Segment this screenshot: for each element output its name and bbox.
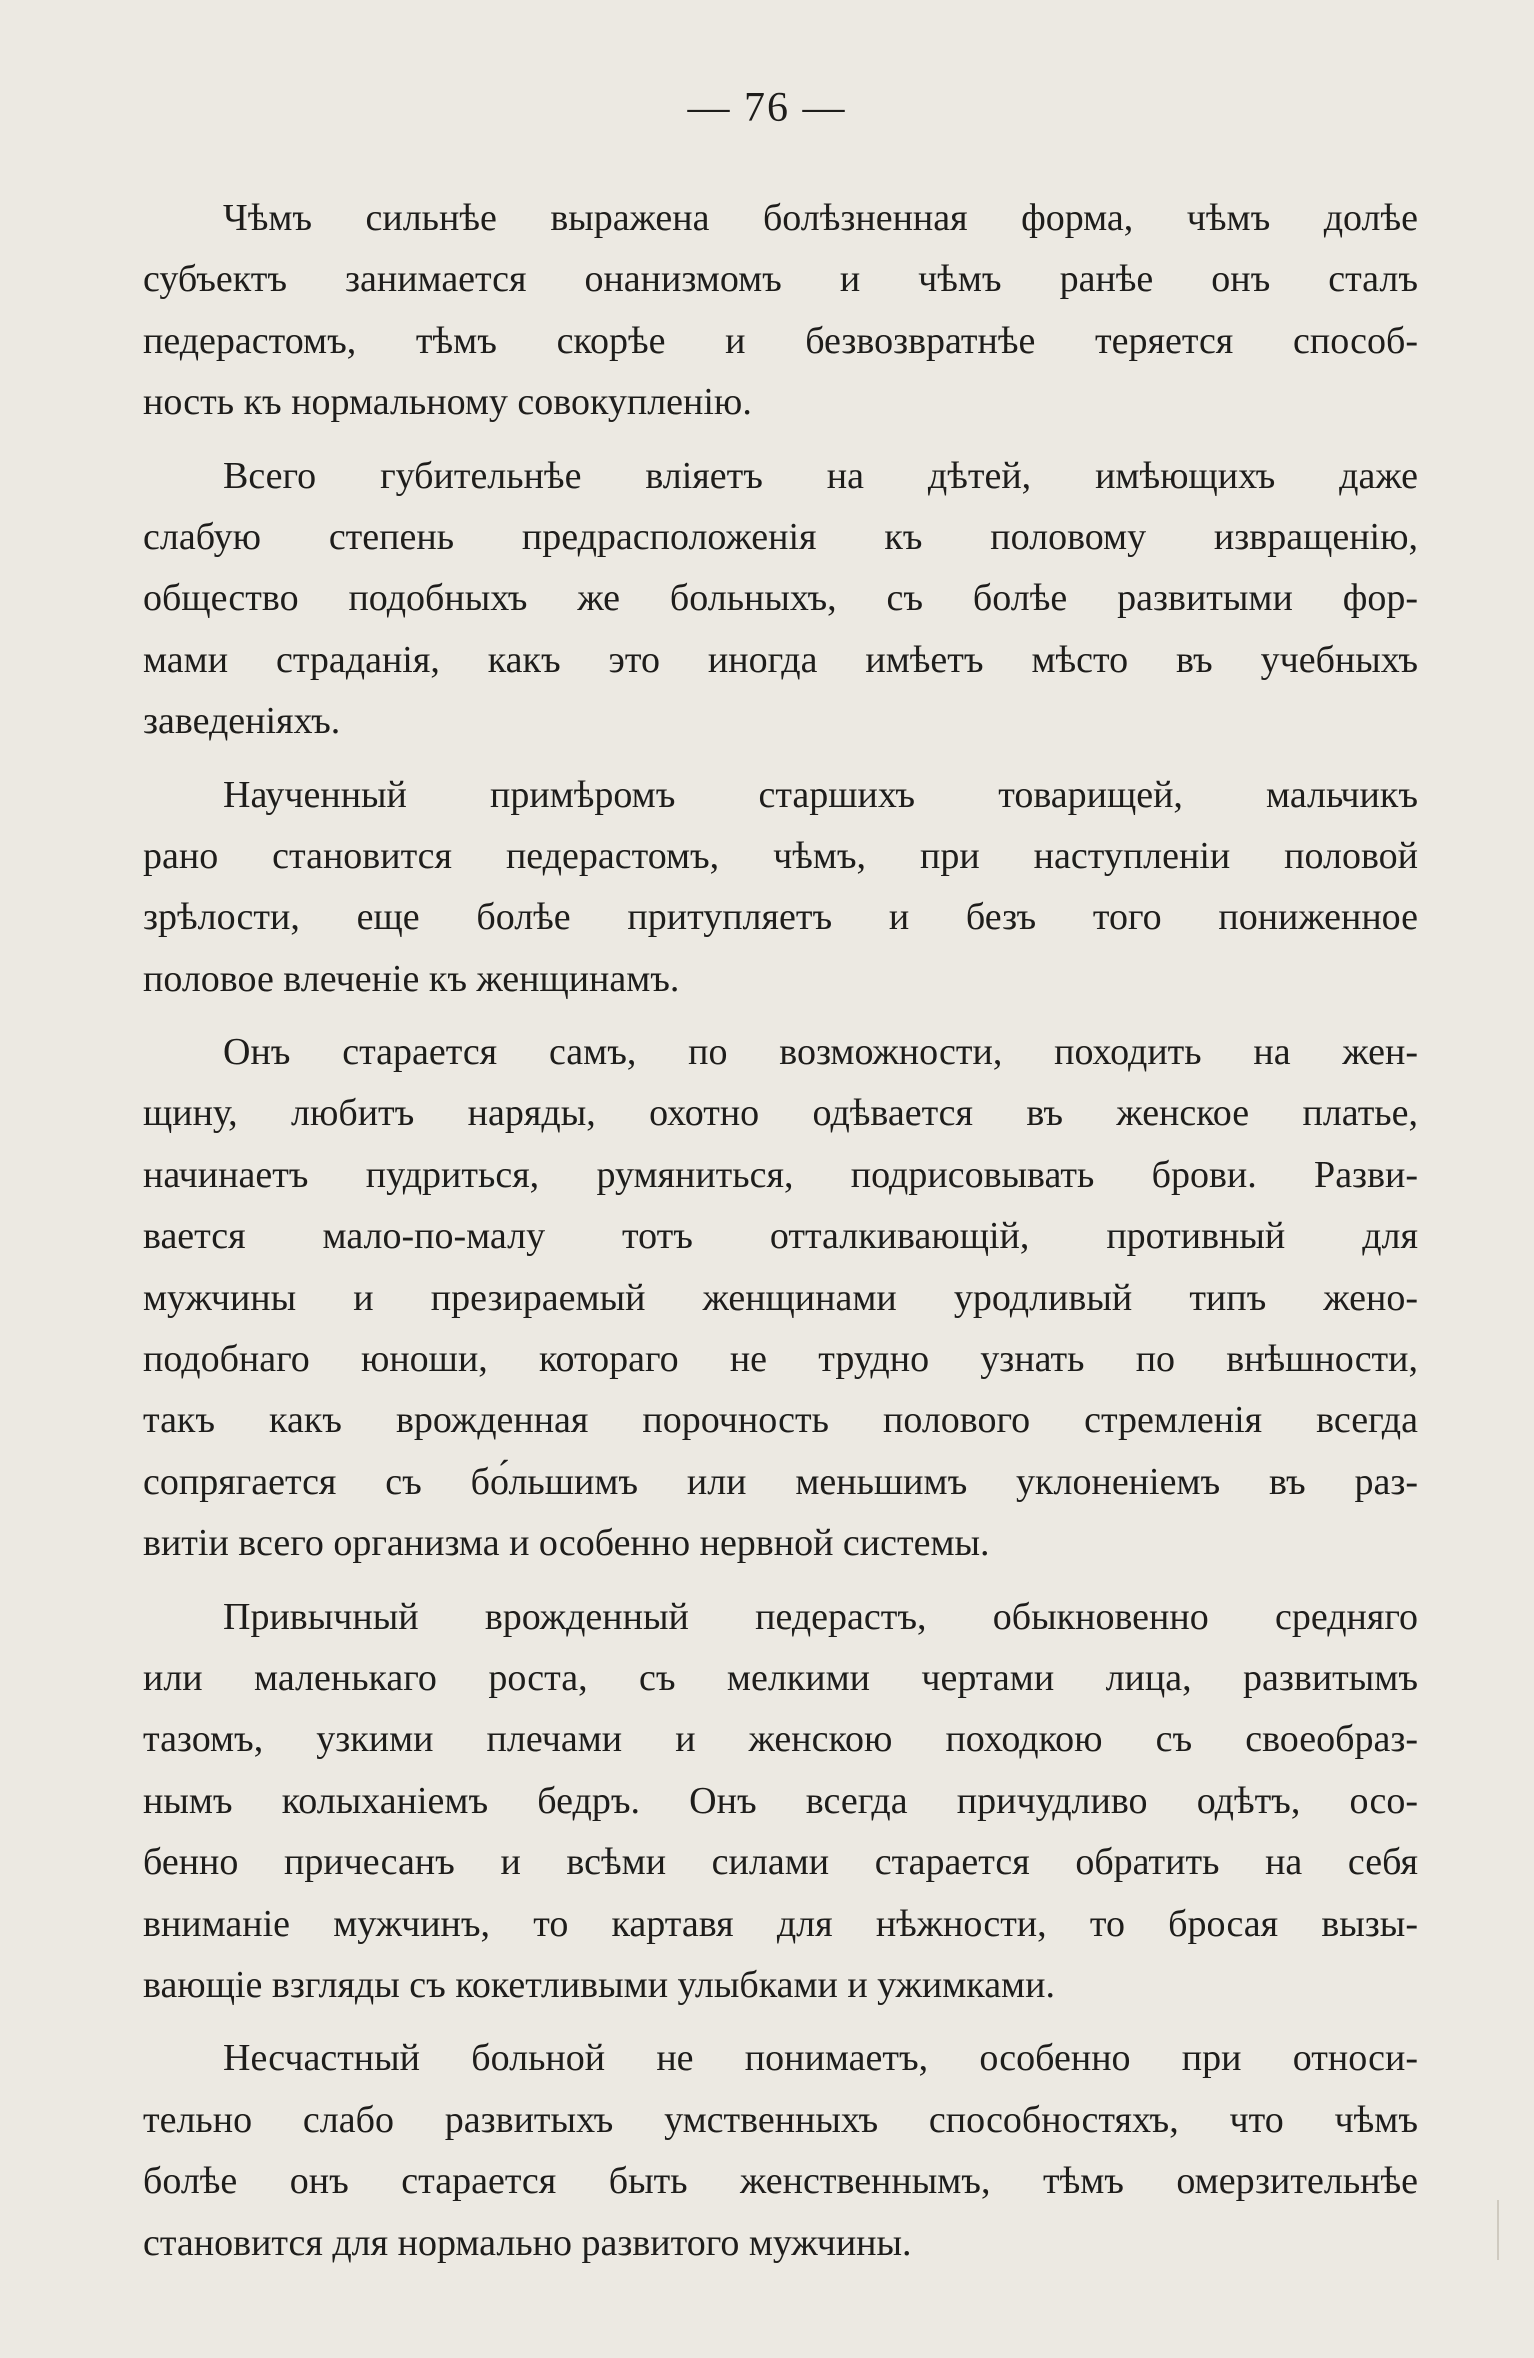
text-line: Онъ старается самъ, по возможности, походить на жен- bbox=[223, 1031, 1418, 1074]
text-line: начинаетъ пудриться, румяниться, подрисовывать брови. Разви- bbox=[143, 1153, 1418, 1196]
text-line: Наученный примѣромъ старшихъ товарищей, мальчикъ bbox=[223, 773, 1418, 816]
text-line: Несчастный больной не понимаетъ, особенно при относи- bbox=[223, 2037, 1418, 2080]
text-line: Привычный врожденный педерастъ, обыкновенно средняго bbox=[223, 1595, 1418, 1638]
text-line: нымъ колыханіемъ бедръ. Онъ всегда причудливо одѣтъ, осо- bbox=[143, 1779, 1418, 1822]
page-number: — 76 — bbox=[687, 85, 847, 131]
text-line: Чѣмъ сильнѣе выражена болѣзненная форма, чѣмъ долѣе bbox=[223, 197, 1418, 239]
text-line: щину, любитъ наряды, охотно одѣвается въ женское платье, bbox=[143, 1092, 1418, 1135]
paragraph bbox=[143, 1022, 1418, 1575]
text-line: мужчины и презираемый женщинами уродливый типъ жено- bbox=[143, 1276, 1418, 1319]
text-line: вниманіе мужчинъ, то картавя для нѣжности, то бросая вызы- bbox=[143, 1902, 1418, 1945]
text-line: половое влеченіе къ женщинамъ. bbox=[143, 957, 680, 1000]
paragraph bbox=[143, 1587, 1418, 2017]
paragraph bbox=[143, 2028, 1418, 2274]
text-line: заведеніяхъ. bbox=[143, 700, 341, 743]
text-line: ность къ нормальному совокупленію. bbox=[143, 381, 752, 424]
text-line: подобнаго юноши, котораго не трудно узнать по внѣшности, bbox=[143, 1338, 1418, 1381]
text-line: общество подобныхъ же больныхъ, съ болѣе развитыми фор- bbox=[143, 577, 1418, 620]
text-line: становится для нормально развитого мужчины. bbox=[143, 2221, 912, 2264]
text-line: витіи всего организма и особенно нервной системы. bbox=[143, 1522, 990, 1565]
text-line: субъектъ занимается онанизмомъ и чѣмъ ранѣе онъ сталъ bbox=[143, 258, 1418, 301]
text-line: Всего губительнѣе вліяетъ на дѣтей, имѣющихъ даже bbox=[223, 454, 1418, 497]
text-line: или маленькаго роста, съ мелкими чертами лица, развитымъ bbox=[143, 1656, 1418, 1699]
text-line: вается мало-по-малу тотъ отталкивающій, противный для bbox=[143, 1215, 1418, 1258]
text-line: сопрягается съ бо́льшимъ или меньшимъ уклоненіемъ въ раз- bbox=[143, 1460, 1418, 1503]
text-line: вающіе взгляды съ кокетливыми улыбками и ужимками. bbox=[143, 1963, 1055, 2006]
paragraph bbox=[143, 765, 1418, 1011]
text-line: такъ какъ врожденная порочность полового стремленія всегда bbox=[143, 1399, 1418, 1442]
text-line: рано становится педерастомъ, чѣмъ, при наступленіи половой bbox=[143, 834, 1418, 877]
text-line: тазомъ, узкими плечами и женскою походкою съ своеобраз- bbox=[143, 1718, 1418, 1761]
page-edge-mark bbox=[1497, 2200, 1499, 2260]
text-line: педерастомъ, тѣмъ скорѣе и безвозвратнѣе теряется способ- bbox=[143, 319, 1418, 362]
text-line: зрѣлости, еще болѣе притупляетъ и безъ того пониженное bbox=[143, 896, 1418, 939]
text-line: слабую степень предрасположенія къ половому извращенію, bbox=[143, 515, 1418, 558]
text-line: болѣе онъ старается быть женственнымъ, тѣмъ омерзительнѣе bbox=[143, 2160, 1418, 2203]
paragraph bbox=[143, 188, 1418, 434]
body-text bbox=[143, 188, 1418, 2286]
paragraph bbox=[143, 446, 1418, 753]
text-line: тельно слабо развитыхъ умственныхъ способностяхъ, что чѣмъ bbox=[143, 2098, 1418, 2141]
text-line: мами страданія, какъ это иногда имѣетъ мѣсто въ учебныхъ bbox=[143, 638, 1418, 681]
text-line: бенно причесанъ и всѣми силами старается обратить на себя bbox=[143, 1841, 1418, 1884]
